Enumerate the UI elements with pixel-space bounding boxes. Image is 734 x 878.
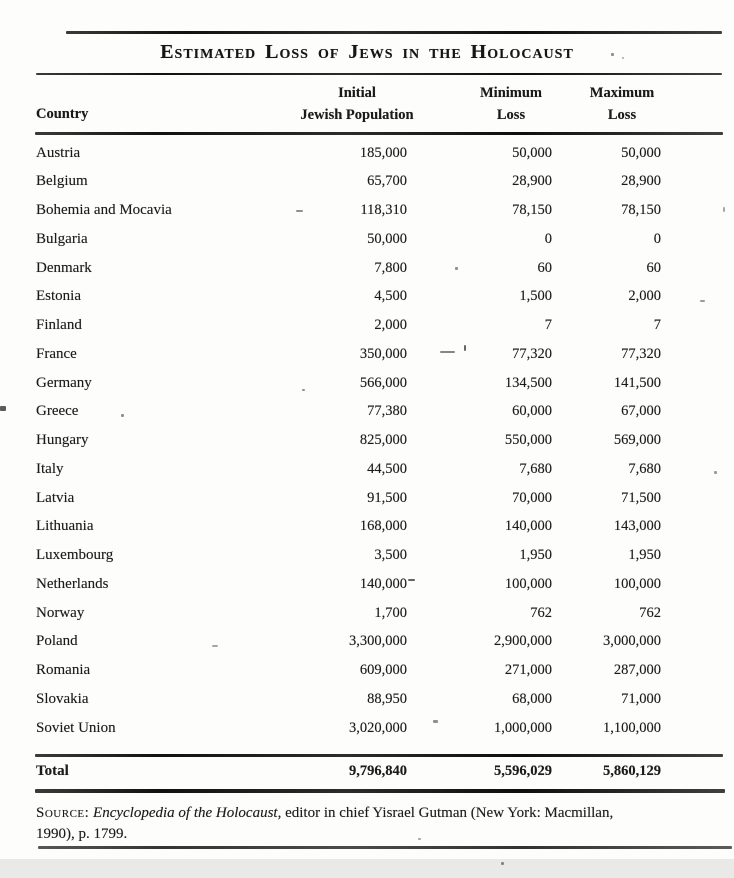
cell-initial-population: 350,000 [359, 345, 407, 362]
cell-minimum-loss: 1,000,000 [494, 719, 552, 736]
table-row [0, 490, 734, 512]
cell-initial-population: 185,000 [359, 144, 407, 161]
cell-country: Estonia [36, 288, 81, 305]
source-line2: 1990), p. 1799. [36, 826, 128, 842]
table-row [0, 317, 734, 339]
cell-minimum-loss: 68,000 [512, 690, 552, 707]
cell-country: Latvia [36, 489, 75, 506]
column-header-max-line2: Loss [607, 107, 637, 123]
table-row [0, 547, 734, 569]
cell-country: Greece [36, 403, 79, 420]
table-row [0, 461, 734, 483]
cell-country: Lithuania [36, 518, 94, 535]
scan-speck [611, 53, 614, 56]
cell-country: Belgium [36, 173, 88, 190]
cell-maximum-loss: 287,000 [613, 662, 661, 678]
cell-initial-population: 168,000 [359, 518, 407, 535]
total-maximum-loss: 5,860,129 [603, 763, 661, 779]
cell-maximum-loss: 7,680 [628, 460, 661, 477]
table-row [0, 231, 734, 253]
cell-maximum-loss: 71,500 [621, 489, 661, 506]
cell-maximum-loss: 3,000,000 [603, 633, 661, 650]
title-underline-rule [36, 73, 722, 75]
cell-maximum-loss: 762 [639, 604, 661, 621]
column-header-max-line1: Maximum [589, 85, 655, 101]
cell-minimum-loss: 7,680 [519, 460, 552, 477]
cell-initial-population: 3,500 [374, 547, 407, 563]
bottom-rule [38, 846, 732, 849]
cell-country: France [36, 345, 77, 362]
scan-speck [723, 207, 725, 212]
cell-maximum-loss: 71,000 [621, 690, 661, 707]
scan-speck [433, 720, 438, 723]
table-row [0, 576, 734, 598]
source-label: Source: [36, 805, 90, 821]
cell-maximum-loss: 1,950 [628, 547, 661, 563]
column-header-min-line1: Minimum [479, 85, 543, 101]
cell-maximum-loss: 78,150 [621, 202, 661, 218]
cell-initial-population: 609,000 [359, 662, 407, 678]
table-row [0, 432, 734, 454]
cell-minimum-loss: 78,150 [512, 202, 552, 218]
cell-maximum-loss: 1,100,000 [603, 719, 661, 736]
column-header-initial-population [280, 82, 434, 126]
cell-minimum-loss: 134,500 [504, 374, 552, 391]
cell-country: Poland [36, 633, 78, 650]
cell-minimum-loss: 100,000 [504, 575, 552, 592]
total-row [0, 763, 734, 785]
scan-speck [0, 406, 6, 411]
column-header-initial-line2: Jewish Population [300, 107, 414, 123]
table-row [0, 288, 734, 310]
scan-speck [121, 414, 124, 417]
cell-initial-population: 3,300,000 [349, 633, 407, 650]
scan-speck [440, 351, 455, 353]
cell-maximum-loss: 141,500 [613, 374, 661, 391]
cell-maximum-loss: 2,000 [628, 288, 661, 305]
table-row [0, 662, 734, 684]
cell-maximum-loss: 7 [653, 317, 661, 333]
column-header-min-line2: Loss [496, 107, 526, 123]
cell-initial-population: 91,500 [367, 489, 407, 506]
cell-country: Norway [36, 604, 85, 621]
top-rule [66, 31, 722, 34]
cell-maximum-loss: 77,320 [621, 345, 661, 362]
cell-minimum-loss: 2,900,000 [494, 633, 552, 650]
scan-speck [418, 838, 421, 840]
total-initial-population: 9,796,840 [349, 763, 407, 779]
cell-minimum-loss: 0 [544, 230, 552, 247]
cell-initial-population: 825,000 [359, 432, 407, 448]
column-header-minimum-loss [455, 82, 567, 126]
cell-initial-population: 44,500 [367, 460, 407, 477]
cell-minimum-loss: 70,000 [512, 489, 552, 506]
cell-minimum-loss: 762 [530, 604, 552, 621]
cell-country: Denmark [36, 259, 92, 276]
cell-maximum-loss: 67,000 [621, 403, 661, 420]
total-label: Total [36, 763, 69, 779]
table-row [0, 260, 734, 282]
header-rule [35, 132, 723, 135]
cell-country: Italy [36, 460, 64, 477]
scan-speck [464, 345, 466, 351]
cell-maximum-loss: 0 [653, 230, 661, 247]
table-row [0, 145, 734, 167]
scan-speck [501, 862, 504, 865]
cell-initial-population: 88,950 [367, 690, 407, 707]
cell-initial-population: 7,800 [374, 259, 407, 276]
cell-country: Netherlands [36, 575, 109, 592]
cell-country: Soviet Union [36, 719, 116, 736]
cell-country: Austria [36, 144, 81, 161]
cell-minimum-loss: 7 [544, 317, 552, 333]
scan-speck [296, 210, 303, 212]
cell-country: Luxembourg [36, 547, 114, 563]
scan-speck [700, 300, 705, 302]
cell-minimum-loss: 140,000 [504, 518, 552, 535]
cell-initial-population: 4,500 [374, 288, 407, 305]
cell-initial-population: 2,000 [374, 317, 407, 333]
scan-edge-band [0, 859, 734, 878]
cell-maximum-loss: 60 [646, 259, 661, 276]
scan-speck [714, 471, 717, 474]
column-header-country: Country [36, 106, 89, 122]
cell-initial-population: 50,000 [367, 230, 407, 247]
scan-speck [408, 579, 415, 581]
cell-minimum-loss: 1,500 [519, 288, 552, 305]
table-row [0, 720, 734, 742]
cell-initial-population: 77,380 [367, 403, 407, 420]
scan-speck [622, 57, 624, 59]
cell-maximum-loss: 100,000 [613, 575, 661, 592]
cell-minimum-loss: 77,320 [512, 345, 552, 362]
source-rest: , editor in chief Yisrael Gutman (New York: Macmillan, [277, 805, 614, 821]
cell-minimum-loss: 1,950 [519, 547, 552, 563]
source-book-title: Encyclopedia of the Holocaust [93, 805, 278, 821]
cell-minimum-loss: 550,000 [504, 432, 552, 448]
table-row [0, 403, 734, 425]
scan-speck [302, 389, 305, 391]
cell-minimum-loss: 60 [537, 259, 552, 276]
cell-initial-population: 566,000 [359, 374, 407, 391]
cell-country: Germany [36, 374, 92, 391]
table-row [0, 173, 734, 195]
post-total-rule [35, 789, 725, 793]
cell-country: Hungary [36, 432, 89, 448]
cell-maximum-loss: 28,900 [621, 173, 661, 190]
scan-speck [212, 645, 218, 647]
cell-maximum-loss: 143,000 [613, 518, 661, 535]
table-row [0, 633, 734, 655]
cell-maximum-loss: 50,000 [621, 144, 661, 161]
cell-initial-population: 118,310 [360, 202, 407, 218]
table-row [0, 605, 734, 627]
table-row [0, 202, 734, 224]
source-note [36, 803, 712, 845]
cell-maximum-loss: 569,000 [613, 432, 661, 448]
scan-speck [455, 267, 458, 270]
column-header-initial-line1: Initial [338, 85, 376, 101]
cell-country: Finland [36, 317, 82, 333]
table-row [0, 691, 734, 713]
column-header-maximum-loss [566, 82, 678, 126]
cell-initial-population: 140,000 [359, 575, 407, 592]
table-row [0, 518, 734, 540]
cell-country: Romania [36, 662, 91, 678]
cell-country: Slovakia [36, 690, 89, 707]
cell-country: Bulgaria [36, 230, 88, 247]
total-minimum-loss: 5,596,029 [494, 763, 552, 779]
cell-initial-population: 65,700 [367, 173, 407, 190]
cell-initial-population: 3,020,000 [349, 719, 407, 736]
cell-minimum-loss: 271,000 [504, 662, 552, 678]
cell-country: Bohemia and Mocavia [36, 202, 172, 218]
cell-minimum-loss: 28,900 [512, 173, 552, 190]
page-title: Estimated Loss of Jews in the Holocaust [160, 41, 574, 63]
table-row [0, 346, 734, 368]
cell-minimum-loss: 60,000 [512, 403, 552, 420]
pre-total-rule [35, 754, 723, 757]
table-row [0, 375, 734, 397]
cell-initial-population: 1,700 [374, 604, 407, 621]
cell-minimum-loss: 50,000 [512, 144, 552, 161]
